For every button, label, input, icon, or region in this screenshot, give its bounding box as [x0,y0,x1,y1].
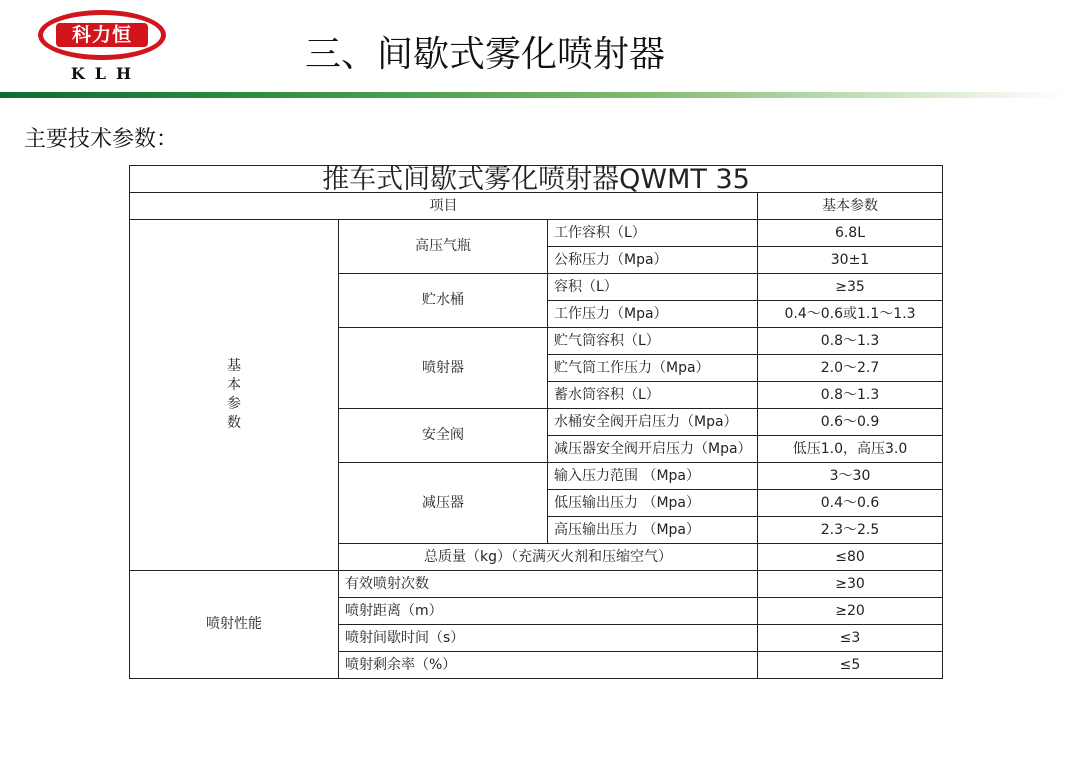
row-value: 2.0～2.7 [758,355,943,382]
row-label: 减压器安全阀开启压力（Mpa） [548,436,758,463]
perf-value: ≤3 [758,625,943,652]
company-logo [38,10,170,82]
perf-label: 有效喷射次数 [339,571,758,598]
row-label: 高压输出压力 （Mpa） [548,517,758,544]
perf-label: 喷射距离（m） [339,598,758,625]
row-label: 工作容积（L） [548,220,758,247]
row-label: 公称压力（Mpa） [548,247,758,274]
row-label: 工作压力（Mpa） [548,301,758,328]
slide-title: 三、间歇式雾化喷射器 [305,34,666,75]
total-mass-value: ≤80 [758,544,943,571]
perf-value: ≤5 [758,652,943,679]
header-divider [0,92,1066,98]
section-name: 减压器 [339,463,548,544]
row-value: 6.8L [758,220,943,247]
row-value: 0.6～0.9 [758,409,943,436]
row-label: 蓄水筒容积（L） [548,382,758,409]
row-value: 3～30 [758,463,943,490]
row-label: 容积（L） [548,274,758,301]
col-header-item: 项目 [130,193,758,220]
section-name: 贮水桶 [339,274,548,328]
col-header-params: 基本参数 [758,193,943,220]
perf-label: 喷射间歇时间（s） [339,625,758,652]
row-label: 水桶安全阀开启压力（Mpa） [548,409,758,436]
section-subtitle: 主要技术参数： [24,127,179,152]
row-value: 2.3～2.5 [758,517,943,544]
row-value: 低压1.0，高压3.0 [758,436,943,463]
total-mass-label: 总质量（kg）（充满灭火剂和压缩空气） [339,544,758,571]
row-label: 贮气筒容积（L） [548,328,758,355]
row-value: 0.4～0.6或1.1～1.3 [758,301,943,328]
section-name: 喷射器 [339,328,548,409]
perf-value: ≥20 [758,598,943,625]
row-value: 0.8～1.3 [758,328,943,355]
section-name: 高压气瓶 [339,220,548,274]
group-spray-performance: 喷射性能 [130,571,339,679]
group-basic-params: 基本参数 [130,220,339,571]
perf-value: ≥30 [758,571,943,598]
section-name: 安全阀 [339,409,548,463]
row-label: 低压输出压力 （Mpa） [548,490,758,517]
row-label: 输入压力范围 （Mpa） [548,463,758,490]
table-caption: 推车式间歇式雾化喷射器QWMT 35 [130,166,943,193]
row-value: 0.4～0.6 [758,490,943,517]
row-value: 0.8～1.3 [758,382,943,409]
row-label: 贮气筒工作压力（Mpa） [548,355,758,382]
logo-text-cn: 科力恒 [56,23,148,47]
logo-text-en: KLH [70,64,142,83]
spec-table [129,165,943,679]
row-value: 30±1 [758,247,943,274]
row-value: ≥35 [758,274,943,301]
perf-label: 喷射剩余率（%） [339,652,758,679]
